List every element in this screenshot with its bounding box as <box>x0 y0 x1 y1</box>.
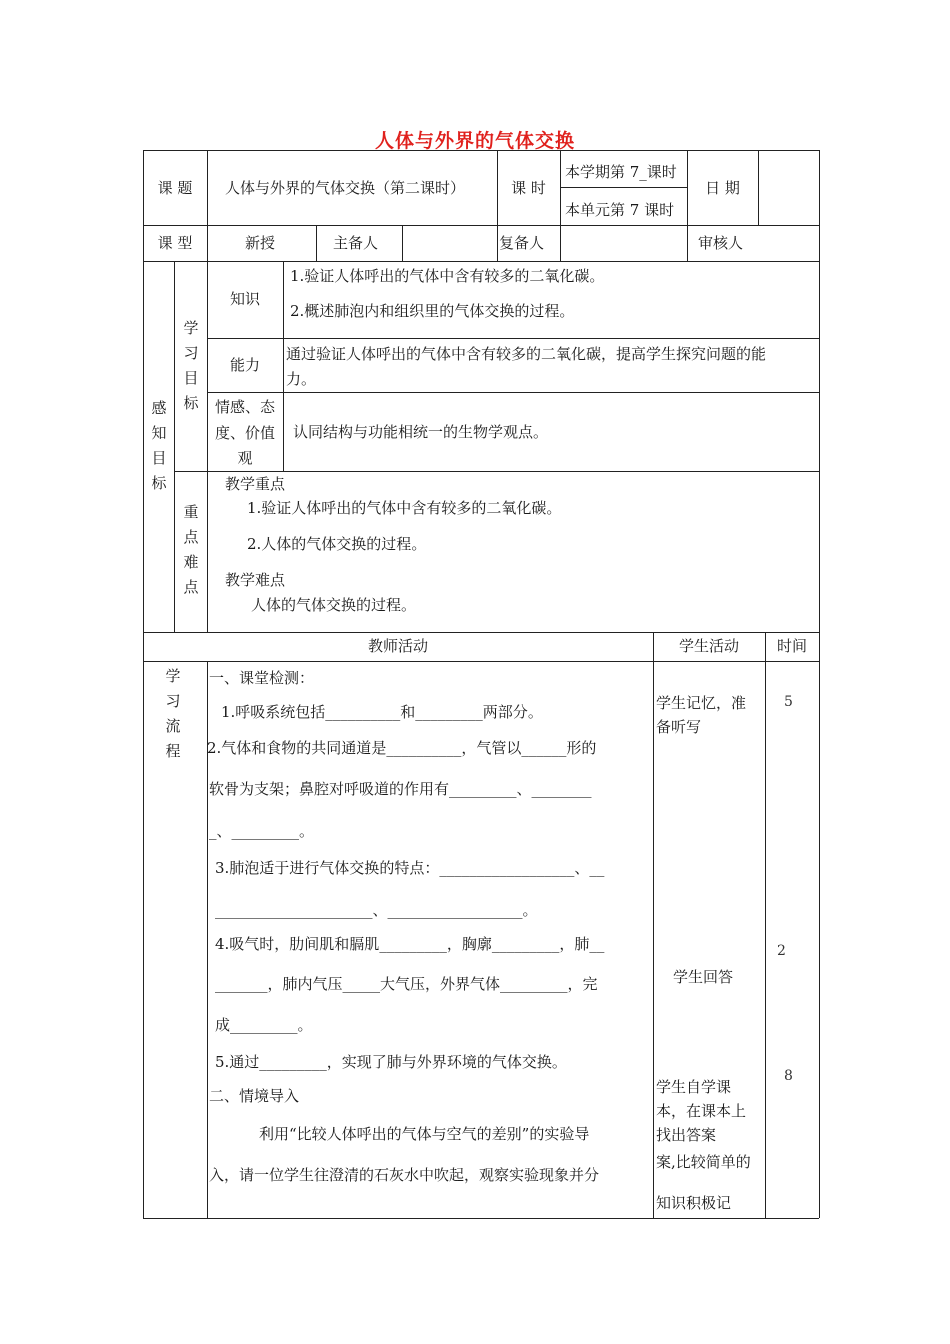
time-value: 2 <box>777 943 786 959</box>
flow-line: 3.肺泡适于进行气体交换的特点：__________________、__ <box>215 859 605 877</box>
col-line <box>497 225 498 261</box>
student-activity-text: 本，在课本上 <box>656 1102 747 1120</box>
period-semester: 本学期第 7_课时 <box>565 163 677 181</box>
emotion-value: 认同结构与功能相统一的生物学观点。 <box>293 423 549 441</box>
topic-value: 人体与外界的气体交换（第二课时） <box>225 179 466 197</box>
col-line <box>174 261 175 632</box>
col-line <box>765 632 766 1218</box>
flow-line: 入，请一位学生往澄清的石灰水中吹起，观察实验现象并分 <box>209 1166 600 1184</box>
learning-flow-label: 学 习 流 程 <box>165 667 181 760</box>
topic-label: 课 题 <box>157 179 193 197</box>
emotion-label: 观 <box>237 449 253 467</box>
flow-line: 一、课堂检测： <box>209 669 315 687</box>
difficulty-title: 教学难点 <box>225 571 286 589</box>
col-line <box>653 632 654 1218</box>
student-activity-text: 找出答案 <box>656 1126 717 1144</box>
table-border-bottom <box>143 1218 819 1219</box>
student-activity-text: 学生记忆，准 <box>656 694 747 712</box>
student-activity-text: 知识积极记 <box>656 1194 732 1212</box>
col-line <box>283 261 284 471</box>
flow-line: 成_________。 <box>215 1016 313 1034</box>
flow-line: _、_________。 <box>209 822 315 840</box>
focus-title: 教学重点 <box>225 475 286 493</box>
flow-line: _______，肺内气压_____大气压，外界气体_________，完 <box>215 975 598 993</box>
col-line <box>402 225 403 261</box>
document-title: 人体与外界的气体交换 <box>374 130 575 152</box>
reviewer-label: 复备人 <box>499 234 545 252</box>
type-label: 课 型 <box>157 234 193 252</box>
row-line <box>143 225 819 226</box>
col-line <box>687 150 688 261</box>
col-line <box>758 150 759 225</box>
flow-line: 1.呼吸系统包括__________和_________两部分。 <box>221 703 543 721</box>
ability-line: 通过验证人体呼出的气体中含有较多的二氧化碳，提高学生探究问题的能 <box>286 345 767 363</box>
difficulty-item: 人体的气体交换的过程。 <box>251 596 417 614</box>
row-line <box>174 471 819 472</box>
table-border-left <box>143 150 144 1218</box>
student-activity-text: 学生自学课 <box>656 1078 732 1096</box>
flow-line: 软骨为支架；鼻腔对呼吸道的作用有_________、________ <box>209 780 592 798</box>
row-line <box>207 338 819 339</box>
lesson-plan-table <box>143 150 819 1218</box>
study-goal-label: 学 习 目 标 <box>183 319 199 412</box>
row-line <box>143 632 819 633</box>
period-label: 课 时 <box>511 179 546 197</box>
row-line <box>143 261 819 262</box>
col-line <box>560 150 561 261</box>
flow-line: 二、情境导入 <box>209 1087 300 1105</box>
student-activity-text: 备听写 <box>656 718 702 736</box>
perception-goal-label: 感 知 目 标 <box>151 399 167 492</box>
flow-line: _____________________、__________________。 <box>215 901 538 919</box>
period-unit: 本单元第 7 课时 <box>565 201 675 219</box>
flow-line: 5.通过_________，实现了肺与外界环境的气体交换。 <box>215 1053 567 1071</box>
row-line <box>143 661 819 662</box>
focus-item: 1.验证人体呼出的气体中含有较多的二氧化碳。 <box>247 499 562 517</box>
col-line <box>207 150 208 261</box>
type-value: 新授 <box>245 234 276 252</box>
row-line <box>207 392 819 393</box>
date-label: 日 期 <box>705 179 740 197</box>
ability-line: 力。 <box>286 370 317 388</box>
table-border-right <box>819 150 820 1218</box>
focus-item: 2.人体的气体交换的过程。 <box>247 535 427 553</box>
time-value: 8 <box>784 1068 793 1084</box>
time-value: 5 <box>784 694 793 710</box>
time-header: 时间 <box>776 637 807 655</box>
emotion-label: 度、价值 <box>214 424 275 442</box>
table-border-top <box>143 150 819 151</box>
knowledge-item: 1.验证人体呼出的气体中含有较多的二氧化碳。 <box>290 267 605 285</box>
preparer-label: 主备人 <box>333 234 379 252</box>
knowledge-label: 知识 <box>229 290 260 308</box>
focus-difficulty-label: 重 点 难 点 <box>183 503 199 596</box>
col-line <box>316 225 317 261</box>
student-activity-text: 案,比较简单的 <box>656 1153 751 1171</box>
flow-line: 4.吸气时，肋间肌和膈肌_________，胸廓_________，肺__ <box>215 935 605 953</box>
student-activity-text: 学生回答 <box>673 968 734 986</box>
row-line <box>560 187 687 188</box>
student-activity-header: 学生活动 <box>678 637 739 655</box>
flow-line: 2.气体和食物的共同通道是__________，气管以______形的 <box>207 739 597 757</box>
teacher-activity-header: 教师活动 <box>367 637 428 655</box>
ability-label: 能力 <box>229 356 260 374</box>
knowledge-item: 2.概述肺泡内和组织里的气体交换的过程。 <box>290 302 575 320</box>
auditor-label: 审核人 <box>698 234 744 252</box>
flow-line: 利用“比较人体呼出的气体与空气的差别”的实验导 <box>259 1125 590 1143</box>
emotion-label: 情感、态 <box>214 398 275 416</box>
